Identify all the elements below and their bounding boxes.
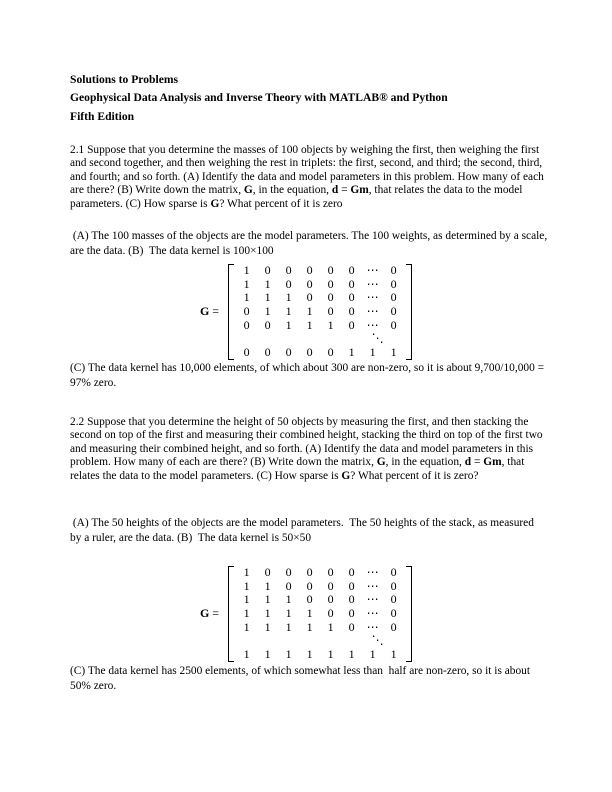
matrix-grid [234, 264, 406, 360]
matrix-cell: 0 [264, 345, 271, 360]
matrix-cell: 0 [327, 606, 334, 621]
doc-title-book: Geophysical Data Analysis and Inverse Theory with MATLAB® and Python [70, 91, 448, 105]
matrix-cell: 0 [306, 578, 313, 593]
matrix-cell: 0 [285, 565, 292, 579]
matrix-g-symbol: G [199, 304, 210, 319]
matrix-cell: 1 [264, 290, 271, 305]
matrix-cell: 0 [264, 317, 271, 332]
matrix-cell: 0 [348, 578, 355, 593]
matrix-cell: 0 [264, 565, 271, 579]
matrix-cell: 1 [285, 304, 292, 319]
matrix-row [236, 634, 404, 648]
matrix-row [236, 278, 404, 292]
matrix-cell: 1 [327, 619, 334, 634]
matrix-cell: 0 [348, 565, 355, 579]
matrix-label-g [200, 606, 222, 621]
matrix-cell: 0 [327, 304, 334, 319]
matrix-cell: 0 [390, 578, 397, 593]
equals-sign: = [209, 304, 223, 319]
matrix-cell: 1 [243, 592, 250, 607]
matrix-cell: 0 [390, 619, 397, 634]
matrix-cell: 0 [390, 317, 397, 332]
matrix-cell: 0 [348, 317, 355, 332]
matrix-grid [234, 566, 406, 662]
matrix-cell: 0 [348, 619, 355, 634]
matrix-cell: 0 [390, 276, 397, 291]
matrix-cell: 1 [264, 578, 271, 593]
matrix-cell: 1 [348, 345, 355, 360]
matrix-equation-2-1 [0, 264, 612, 360]
matrix-cell: 0 [327, 565, 334, 579]
matrix-cell: 1 [264, 647, 271, 662]
matrix-cell: 1 [285, 592, 292, 607]
matrix-cell: 0 [327, 345, 334, 360]
matrix-cell: 1 [390, 345, 397, 360]
matrix-row [236, 566, 404, 580]
matrix-cell: ⋯ [366, 619, 379, 634]
matrix-cell: 0 [327, 290, 334, 305]
answer-2-2-parts-ab: (A) The 50 heights of the objects are the model parameters. The 50 heights of the stack, as measured by a ruler, are the data. (B) The data kernel is 50×50 [70, 517, 537, 544]
matrix-cell: 1 [369, 647, 376, 662]
matrix-cell: 1 [306, 619, 313, 634]
matrix-cell: 1 [306, 317, 313, 332]
answer-2-1-parts-ab: (A) The 100 masses of the objects are the model parameters. The 100 weights, as determined by a scale, are the data. (B) The data kernel is 100×100 [70, 230, 551, 257]
matrix-cell: ⋯ [366, 263, 379, 277]
doc-title-solutions: Solutions to Problems [70, 73, 179, 86]
matrix-cell: 1 [243, 290, 250, 305]
matrix-cell: ⋯ [366, 578, 379, 593]
matrix-cell: 1 [306, 606, 313, 621]
matrix-cell: 1 [243, 606, 250, 621]
document-header [70, 74, 548, 129]
matrix-cell: 0 [327, 578, 334, 593]
matrix-cell: 0 [348, 276, 355, 291]
matrix-cell: 0 [306, 276, 313, 291]
problem-2-2-statement [70, 416, 548, 483]
matrix-row [236, 264, 404, 278]
matrix-row [236, 607, 404, 621]
matrix-g-symbol: G [199, 606, 210, 621]
bold-math-symbol: Gm [350, 184, 369, 197]
matrix-cell: 1 [285, 647, 292, 662]
matrix-cell: ⋯ [366, 304, 379, 319]
matrix-cell: 1 [285, 290, 292, 305]
bold-math-symbol: Gm [483, 456, 502, 469]
matrix-cell: 1 [285, 606, 292, 621]
matrix-cell: 0 [390, 304, 397, 319]
text-run: = [338, 184, 351, 197]
matrix-cell: 1 [327, 317, 334, 332]
matrix-cell: ⋯ [366, 565, 379, 579]
text-run: 2.1 Suppose that you determine the masses of 100 objects by weighing the first, then weighing the first and second together, and then weighing the rest in triplets: the first, second, and third; the second, third, and fourth; and so forth. (A) Identify the data and model parameters in this problem. How many of each are there? (B) Write down the matrix, [70, 144, 544, 197]
matrix-cell: 0 [327, 276, 334, 291]
matrix-cell: 1 [264, 592, 271, 607]
matrix-row [236, 593, 404, 607]
text-run: , that relates the data to the model parameters. (C) How sparse is [70, 184, 523, 210]
text-run: = [471, 456, 484, 469]
matrix-cell: 1 [285, 317, 292, 332]
matrix-row [236, 346, 404, 360]
matrix-cell: 0 [390, 565, 397, 579]
matrix-cell: ⋱ [371, 633, 384, 648]
text-run: ? What percent of it is zero? [350, 469, 479, 482]
matrix-cell: 1 [243, 263, 250, 277]
matrix-cell: 0 [390, 290, 397, 305]
matrix-cell: 0 [243, 345, 250, 360]
bold-math-symbol: G [243, 184, 253, 197]
matrix-cell: 0 [327, 263, 334, 277]
matrix-cell: 0 [306, 263, 313, 277]
matrix-cell: 1 [264, 606, 271, 621]
text-run: , in the equation, [252, 184, 332, 197]
matrix-cell: 1 [390, 647, 397, 662]
matrix-cell: 0 [285, 578, 292, 593]
matrix-cell: 1 [243, 276, 250, 291]
matrix-cell: 1 [243, 619, 250, 634]
matrix-row [236, 291, 404, 305]
matrix-cell: 1 [264, 304, 271, 319]
matrix-row [236, 319, 404, 333]
matrix-cell: 0 [390, 606, 397, 621]
matrix-cell: ⋯ [366, 276, 379, 291]
matrix-cell: 0 [390, 592, 397, 607]
doc-title-edition: Fifth Edition [70, 109, 135, 123]
matrix-cell: 0 [285, 345, 292, 360]
matrix-cell: 0 [390, 263, 397, 277]
matrix-cell: 1 [369, 345, 376, 360]
matrix-cell: ⋯ [366, 317, 379, 332]
matrix-cell: 0 [348, 592, 355, 607]
text-run: , in the equation, [385, 456, 465, 469]
matrix-cell: 1 [306, 304, 313, 319]
problem-2-1-statement [70, 144, 548, 211]
matrix-equation-2-2 [0, 566, 612, 662]
matrix-cell: 1 [243, 578, 250, 593]
matrix-cell: 0 [243, 304, 250, 319]
matrix-row [236, 305, 404, 319]
matrix-cell: 0 [348, 263, 355, 277]
matrix-cell: 1 [348, 647, 355, 662]
matrix-cell: 0 [306, 345, 313, 360]
matrix-cell: 0 [306, 592, 313, 607]
matrix-cell: 0 [348, 606, 355, 621]
matrix-row [236, 621, 404, 635]
matrix-cell: 0 [327, 592, 334, 607]
matrix-cell: ⋱ [371, 331, 384, 346]
matrix-cell: 0 [348, 290, 355, 305]
answer-2-1-part-c: (C) The data kernel has 10,000 elements, of which about 300 are non-zero, so it is about 9,700/10,000 = 97% zero. [70, 362, 547, 389]
matrix-cell: 0 [306, 290, 313, 305]
matrix-cell: 0 [264, 263, 271, 277]
matrix-cell: 0 [243, 317, 250, 332]
matrix-cell: 0 [306, 565, 313, 579]
matrix-row [236, 332, 404, 346]
text-run: , that relates the data to the model parameters. (C) How sparse is [70, 456, 525, 482]
bold-math-symbol: G [210, 197, 220, 210]
matrix-cell: 1 [264, 276, 271, 291]
matrix-cell: 1 [306, 647, 313, 662]
bold-math-symbol: G [376, 456, 386, 469]
matrix-cell: 0 [285, 263, 292, 277]
matrix-cell: 1 [285, 619, 292, 634]
matrix-cell: ⋯ [366, 592, 379, 607]
matrix-bracket-right [406, 264, 412, 360]
bold-math-symbol: d [464, 456, 472, 469]
matrix-cell: ⋯ [366, 290, 379, 305]
matrix-row [236, 580, 404, 594]
matrix-cell: 0 [285, 276, 292, 291]
matrix-cell: 1 [264, 619, 271, 634]
matrix-cell: 1 [327, 647, 334, 662]
text-run: 2.2 Suppose that you determine the height of 50 objects by measuring the first, and then stacking the second on top of the first and measuring their combined height, stacking the third on top of the first two and measuring their combined height, and so forth. (A) Identify the data and model parameters in this problem. How many of each are there? (B) Write down the matrix, [70, 416, 543, 469]
matrix-bracket-right [406, 566, 412, 662]
matrix-cell: 1 [243, 565, 250, 579]
matrix-row [236, 648, 404, 662]
answer-2-2-part-c: (C) The data kernel has 2500 elements, of which somewhat less than half are non-zero, so it is about 50% zero. [70, 665, 536, 692]
matrix-label-g [200, 304, 222, 319]
matrix-cell: ⋯ [366, 606, 379, 621]
text-run: ? What percent of it is zero [219, 197, 343, 210]
matrix-cell: 0 [348, 304, 355, 319]
bold-math-symbol: d [331, 184, 339, 197]
bold-math-symbol: G [341, 469, 351, 482]
equals-sign: = [209, 606, 223, 621]
matrix-cell: 1 [243, 647, 250, 662]
